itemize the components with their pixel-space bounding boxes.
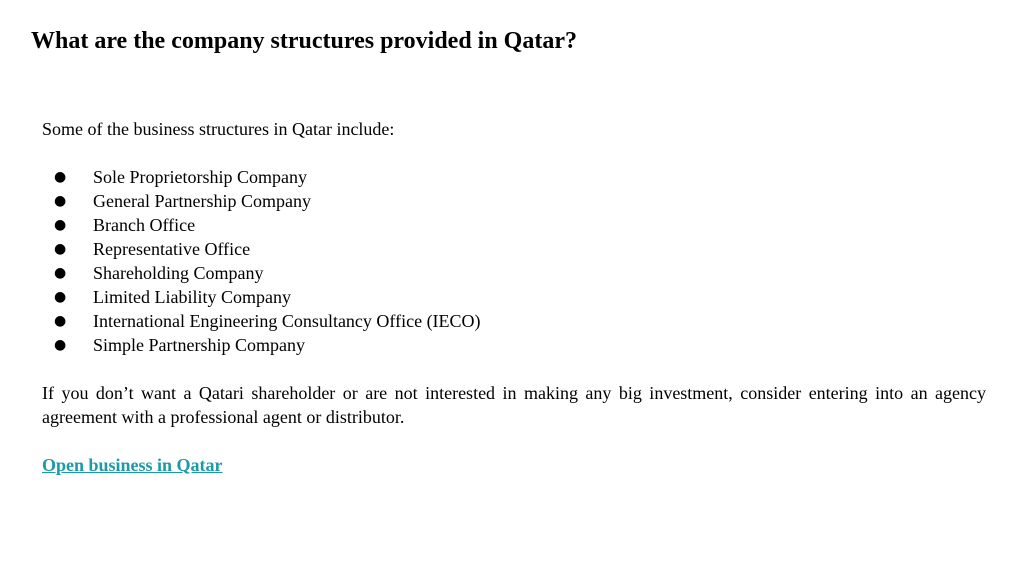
list-item-label: General Partnership Company [93, 191, 311, 211]
list-item [42, 333, 986, 357]
bullet-icon: ● [54, 217, 67, 233]
list-item [42, 309, 986, 333]
list-item-label: Branch Office [93, 215, 196, 235]
bullet-icon: ● [54, 265, 67, 281]
list-item-label: Representative Office [93, 239, 251, 259]
list-item [42, 189, 986, 213]
agency-paragraph: If you don’t want a Qatari shareholder or are not interested in making any big investment, consider entering into an agency agreement with a professional agent or distributor. [42, 383, 986, 427]
list-item-label: Sole Proprietorship Company [93, 167, 307, 187]
bullet-icon: ● [54, 241, 67, 257]
list-item [42, 165, 986, 189]
intro-text: Some of the business structures in Qatar include: [42, 119, 395, 139]
bullet-icon: ● [54, 193, 67, 209]
page-title: What are the company structures provided in Qatar? [31, 28, 577, 54]
link-line [42, 453, 986, 477]
list-item [42, 237, 986, 261]
bullet-icon: ● [54, 289, 67, 305]
list-item-label: International Engineering Consultancy Office (IECO) [93, 311, 481, 331]
bullet-icon: ● [54, 337, 67, 353]
bullet-icon: ● [54, 313, 67, 329]
list-item-label: Shareholding Company [93, 263, 264, 283]
list-item [42, 285, 986, 309]
list-item [42, 261, 986, 285]
list-item [42, 213, 986, 237]
content-body [42, 117, 986, 477]
bullet-icon: ● [54, 169, 67, 185]
structures-list [42, 165, 986, 357]
open-business-link[interactable]: Open business in Qatar [42, 455, 223, 475]
list-item-label: Simple Partnership Company [93, 335, 305, 355]
list-item-label: Limited Liability Company [93, 287, 291, 307]
